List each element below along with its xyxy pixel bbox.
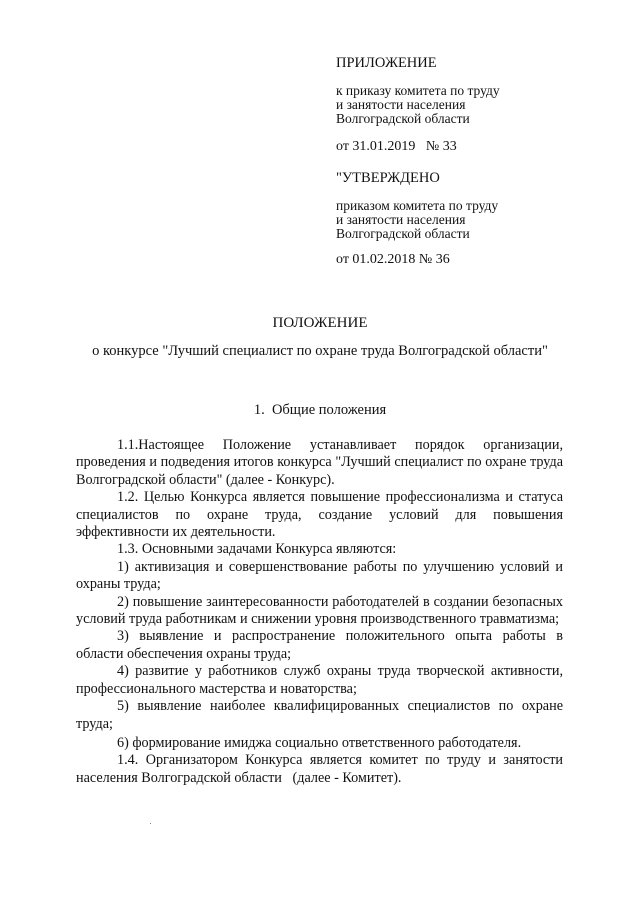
paragraph-1-1: 1.1.Настоящее Положение устанавливает порядок организации, проведения и подведения итогов конкурса "Лучший специалист по охране труда Волгоградской области" (далее - Конкурс). bbox=[76, 437, 563, 488]
approved-line-3: Волгоградской области bbox=[336, 226, 470, 241]
document-subtitle: о конкурсе "Лучший специалист по охране труда Волгоградской области" bbox=[92, 343, 548, 359]
appendix-line-3: Волгоградской области bbox=[336, 111, 470, 126]
list-item-4: 4) развитие у работников служб охраны труда творческой активности, профессионального мастерства и новаторства; bbox=[76, 663, 563, 697]
paragraph-1-2: 1.2. Целью Конкурса является повышение профессионализма и статуса специалистов по охране труда, создание условий для повышения эффективности их деятельности. bbox=[76, 489, 563, 541]
document-body bbox=[76, 437, 567, 787]
section-heading: 1. Общие положения bbox=[253, 402, 387, 418]
list-item-2: 2) повышение заинтересованности работодателей в создании безопасных условий труда работникам и снижении уровня производственного травматизма; bbox=[76, 593, 563, 628]
approved-line-2: и занятости населения bbox=[336, 212, 466, 227]
paragraph-1-4: 1.4. Организатором Конкурса является комитет по труду и занятости населения Волгоградской области (далее - Комитет). bbox=[76, 752, 567, 786]
list-item-3: 3) выявление и распространение положительного опыта работы в области обеспечения охраны труда; bbox=[76, 628, 563, 662]
list-item-6: 6) формирование имиджа социально ответственного работодателя. bbox=[117, 734, 522, 751]
approved-block bbox=[336, 171, 596, 267]
appendix-line-2: и занятости населения bbox=[336, 97, 466, 112]
approved-date-number: от 01.02.2018 № 36 bbox=[336, 252, 450, 267]
document-title: ПОЛОЖЕНИЕ bbox=[272, 315, 368, 331]
approved-heading: "УТВЕРЖДЕНО bbox=[336, 170, 440, 186]
list-item-1: 1) активизация и совершенствование работы по улучшению условий и охраны труда; bbox=[76, 558, 563, 593]
scan-speck bbox=[150, 823, 151, 824]
list-item-5: 5) выявление наиболее квалифицированных специалистов по охране труда; bbox=[76, 698, 563, 732]
appendix-date-number: от 31.01.2019 № 33 bbox=[336, 139, 457, 154]
appendix-line-1: к приказу комитета по труду bbox=[336, 83, 500, 98]
paragraph-1-3: 1.3. Основными задачами Конкурса являются: bbox=[117, 541, 397, 558]
appendix-heading: ПРИЛОЖЕНИЕ bbox=[336, 55, 437, 71]
appendix-block bbox=[336, 56, 596, 154]
approved-line-1: приказом комитета по труду bbox=[336, 198, 499, 213]
